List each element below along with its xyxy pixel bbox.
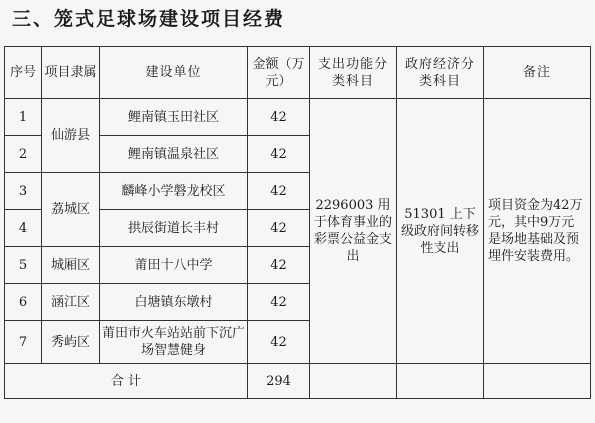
section-title: 三、笼式足球场建设项目经费 bbox=[12, 8, 286, 30]
affiliation-cell: 秀屿区 bbox=[42, 321, 100, 364]
unit-cell: 白塘镇东墩村 bbox=[100, 284, 248, 321]
remarks-cell: 项目资金为42万元，其中9万元是场地基础及预埋件安装费用。 bbox=[484, 99, 591, 364]
affiliation-cell: 荔城区 bbox=[42, 173, 100, 247]
amount-cell: 42 bbox=[248, 247, 310, 284]
unit-cell: 鲤南镇玉田社区 bbox=[100, 99, 248, 136]
func-class-cell: 2296003 用于体育事业的彩票公益金支出 bbox=[310, 99, 397, 364]
table-row bbox=[5, 99, 591, 136]
amount-cell: 42 bbox=[248, 210, 310, 247]
affiliation-cell: 城厢区 bbox=[42, 247, 100, 284]
seq-cell: 1 bbox=[5, 99, 42, 136]
amount-cell: 42 bbox=[248, 173, 310, 210]
empty-cell bbox=[484, 364, 591, 399]
unit-cell: 鲤南镇温泉社区 bbox=[100, 136, 248, 173]
header-remarks: 备注 bbox=[484, 47, 591, 99]
header-row bbox=[5, 47, 591, 99]
empty-cell bbox=[397, 364, 484, 399]
unit-cell: 拱辰街道长丰村 bbox=[100, 210, 248, 247]
header-func-class: 支出功能分类科目 bbox=[310, 47, 397, 99]
amount-cell: 42 bbox=[248, 321, 310, 364]
budget-table bbox=[4, 46, 591, 399]
seq-cell: 6 bbox=[5, 284, 42, 321]
header-econ-class: 政府经济分类科目 bbox=[397, 47, 484, 99]
seq-cell: 3 bbox=[5, 173, 42, 210]
header-unit: 建设单位 bbox=[100, 47, 248, 99]
header-seq: 序号 bbox=[5, 47, 42, 99]
seq-cell: 5 bbox=[5, 247, 42, 284]
seq-cell: 2 bbox=[5, 136, 42, 173]
seq-cell: 7 bbox=[5, 321, 42, 364]
empty-cell bbox=[310, 364, 397, 399]
total-row bbox=[5, 364, 591, 399]
unit-cell: 莆田十八中学 bbox=[100, 247, 248, 284]
total-amount: 294 bbox=[248, 364, 310, 399]
unit-cell: 麟峰小学磐龙校区 bbox=[100, 173, 248, 210]
affiliation-cell: 涵江区 bbox=[42, 284, 100, 321]
econ-class-cell: 51301 上下级政府间转移性支出 bbox=[397, 99, 484, 364]
amount-cell: 42 bbox=[248, 136, 310, 173]
seq-cell: 4 bbox=[5, 210, 42, 247]
amount-cell: 42 bbox=[248, 284, 310, 321]
total-label: 合 计 bbox=[5, 364, 248, 399]
header-amount: 金额（万元） bbox=[248, 47, 310, 99]
header-affiliation: 项目隶属 bbox=[42, 47, 100, 99]
unit-cell: 莆田市火车站站前下沉广场智慧健身 bbox=[100, 321, 248, 364]
affiliation-cell: 仙游县 bbox=[42, 99, 100, 173]
amount-cell: 42 bbox=[248, 99, 310, 136]
